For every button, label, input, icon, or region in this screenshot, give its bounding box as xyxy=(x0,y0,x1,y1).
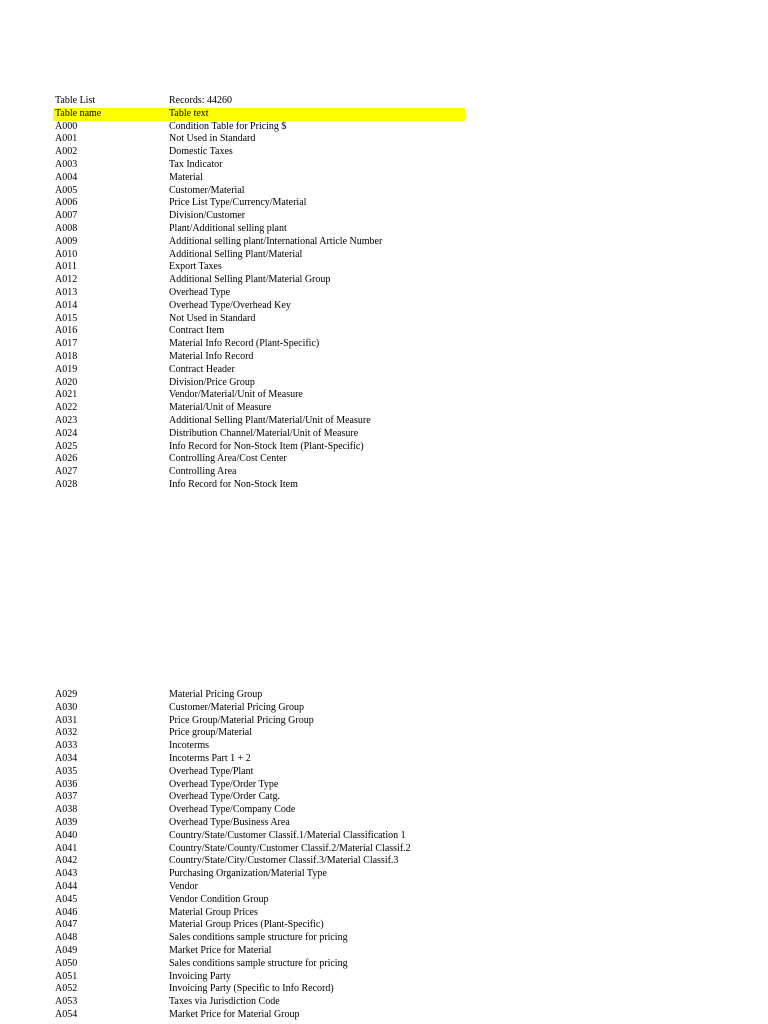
table-row xyxy=(53,415,465,428)
table-row xyxy=(53,907,465,920)
table-row xyxy=(53,843,465,856)
table-row xyxy=(53,804,465,817)
table-text-cell: Overhead Type/Order Catg. xyxy=(169,791,281,803)
table-name-cell: A017 xyxy=(55,338,78,350)
table-name-cell: A007 xyxy=(55,210,78,222)
table-text-cell: Additional Selling Plant/Material Group xyxy=(169,274,331,286)
table-name-cell: A044 xyxy=(55,880,78,892)
table-name-cell: A053 xyxy=(55,996,78,1008)
table-row xyxy=(53,766,465,779)
table-text-cell: Overhead Type/Company Code xyxy=(169,804,296,816)
table-name-cell: A018 xyxy=(55,350,78,362)
table-name-cell: A045 xyxy=(55,893,78,905)
table-name-cell: A035 xyxy=(55,765,78,777)
table-row xyxy=(53,146,465,159)
table-name-cell: A016 xyxy=(55,325,78,337)
table-name-cell: A032 xyxy=(55,727,78,739)
table-row xyxy=(53,249,465,262)
table-text-cell: Material Info Record xyxy=(169,350,254,362)
table-text-cell: Overhead Type/Order Type xyxy=(169,778,279,790)
table-name-cell: A039 xyxy=(55,816,78,828)
table-name-cell: A009 xyxy=(55,235,78,247)
table-row xyxy=(53,945,465,958)
table-name-cell: A034 xyxy=(55,752,78,764)
table-name-cell: A030 xyxy=(55,701,78,713)
table-text-cell: Overhead Type/Overhead Key xyxy=(169,299,291,311)
table-row xyxy=(53,715,465,728)
table-text-cell: Material Group Prices xyxy=(169,906,258,918)
table-name-cell: A051 xyxy=(55,970,78,982)
table-name-cell: A047 xyxy=(55,919,78,931)
table-name-cell: A037 xyxy=(55,791,78,803)
table-text-cell: Vendor xyxy=(169,880,198,892)
table-row xyxy=(53,791,465,804)
table-text-cell: Country/State/City/Customer Classif.3/Material Classif.3 xyxy=(169,855,399,867)
table-row xyxy=(53,932,465,945)
table-row xyxy=(53,894,465,907)
table-text-cell: Vendor Condition Group xyxy=(169,893,269,905)
table-row xyxy=(53,453,465,466)
table-text-cell: Sales conditions sample structure for pricing xyxy=(169,932,348,944)
table-row xyxy=(53,364,465,377)
table-text-cell: Not Used in Standard xyxy=(169,312,256,324)
table-rows-2 xyxy=(53,689,465,1022)
table-name-cell: A003 xyxy=(55,158,78,170)
table-name-cell: A015 xyxy=(55,312,78,324)
table-name-cell: A028 xyxy=(55,478,78,490)
table-text-cell: Incoterms xyxy=(169,740,209,752)
table-row xyxy=(53,210,465,223)
table-row xyxy=(53,868,465,881)
table-name-cell: A041 xyxy=(55,842,78,854)
table-name-cell: A050 xyxy=(55,957,78,969)
table-text-cell: Additional Selling Plant/Material/Unit of Measure xyxy=(169,414,371,426)
table-text-cell: Info Record for Non-Stock Item (Plant-Specific) xyxy=(169,440,364,452)
table-row xyxy=(53,428,465,441)
table-row xyxy=(53,855,465,868)
table-row xyxy=(53,727,465,740)
table-text-cell: Overhead Type xyxy=(169,286,231,298)
table-name-cell: A040 xyxy=(55,829,78,841)
table-row xyxy=(53,223,465,236)
table-row xyxy=(53,351,465,364)
table-name-cell: A049 xyxy=(55,944,78,956)
table-text-cell: Customer/Material xyxy=(169,184,245,196)
table-text-cell: Material/Unit of Measure xyxy=(169,402,272,414)
table-name-cell: A019 xyxy=(55,363,78,375)
table-row xyxy=(53,133,465,146)
table-name-cell: A033 xyxy=(55,740,78,752)
table-row xyxy=(53,325,465,338)
table-row xyxy=(53,185,465,198)
table-text-cell: Controlling Area xyxy=(169,466,237,478)
table-text-cell: Market Price for Material xyxy=(169,944,272,956)
table-text-cell: Additional Selling Plant/Material xyxy=(169,248,303,260)
table-text-cell: Distribution Channel/Material/Unit of Measure xyxy=(169,427,359,439)
table-name-cell: A022 xyxy=(55,402,78,414)
table-text-cell: Country/State/Customer Classif.1/Material Classification 1 xyxy=(169,829,406,841)
table-name-cell: A014 xyxy=(55,299,78,311)
table-row xyxy=(53,779,465,792)
table-text-cell: Contract Item xyxy=(169,325,225,337)
table-row xyxy=(53,1009,465,1022)
table-text-cell: Condition Table for Pricing $ xyxy=(169,120,287,132)
table-row xyxy=(53,702,465,715)
column-header-row xyxy=(53,108,465,121)
table-text-cell: Info Record for Non-Stock Item xyxy=(169,478,298,490)
table-text-cell: Material Info Record (Plant-Specific) xyxy=(169,338,320,350)
table-text-cell: Export Taxes xyxy=(169,261,222,273)
table-text-cell: Material Pricing Group xyxy=(169,689,263,700)
table-text-cell: Material xyxy=(169,171,203,183)
table-text-cell: Controlling Area/Cost Center xyxy=(169,453,287,465)
table-name-cell: A052 xyxy=(55,983,78,995)
title-row xyxy=(53,95,465,108)
table-name-cell: A010 xyxy=(55,248,78,260)
table-row xyxy=(53,740,465,753)
table-row xyxy=(53,121,465,134)
table-name-cell: A027 xyxy=(55,466,78,478)
table-text-cell: Customer/Material Pricing Group xyxy=(169,701,304,713)
column-header-table-text: Table text xyxy=(169,107,209,119)
table-row xyxy=(53,689,465,702)
table-row xyxy=(53,971,465,984)
table-name-cell: A021 xyxy=(55,389,78,401)
table-row xyxy=(53,919,465,932)
table-text-cell: Price Group/Material Pricing Group xyxy=(169,714,314,726)
table-name-cell: A002 xyxy=(55,146,78,158)
table-name-cell: A020 xyxy=(55,376,78,388)
table-row xyxy=(53,287,465,300)
table-name-cell: A013 xyxy=(55,286,78,298)
table-row xyxy=(53,958,465,971)
table-text-cell: Sales conditions sample structure for pricing xyxy=(169,957,348,969)
table-text-cell: Division/Customer xyxy=(169,210,246,222)
table-row xyxy=(53,197,465,210)
table-row xyxy=(53,313,465,326)
table-row xyxy=(53,236,465,249)
table-name-cell: A029 xyxy=(55,689,78,700)
table-text-cell: Domestic Taxes xyxy=(169,146,233,158)
table-row xyxy=(53,159,465,172)
table-text-cell: Country/State/County/Customer Classif.2/Material Classif.2 xyxy=(169,842,411,854)
table-text-cell: Invoicing Party (Specific to Info Record) xyxy=(169,983,334,995)
table-row xyxy=(53,753,465,766)
table-row xyxy=(53,338,465,351)
table-name-cell: A006 xyxy=(55,197,78,209)
table-name-cell: A046 xyxy=(55,906,78,918)
table-list-block-1 xyxy=(53,95,465,492)
table-name-cell: A048 xyxy=(55,932,78,944)
table-row xyxy=(53,996,465,1009)
table-row xyxy=(53,389,465,402)
table-text-cell: Overhead Type/Plant xyxy=(169,765,254,777)
table-text-cell: Plant/Additional selling plant xyxy=(169,222,287,234)
table-text-cell: Division/Price Group xyxy=(169,376,255,388)
table-name-cell: A025 xyxy=(55,440,78,452)
table-name-cell: A054 xyxy=(55,1008,78,1020)
table-text-cell: Overhead Type/Business Area xyxy=(169,816,290,828)
table-text-cell: Price List Type/Currency/Material xyxy=(169,197,307,209)
table-row xyxy=(53,402,465,415)
table-name-cell: A001 xyxy=(55,133,78,145)
table-list-title: Table List xyxy=(55,95,96,106)
table-text-cell: Vendor/Material/Unit of Measure xyxy=(169,389,303,401)
table-text-cell: Market Price for Material Group xyxy=(169,1008,300,1020)
table-text-cell: Contract Header xyxy=(169,363,235,375)
table-text-cell: Incoterms Part 1 + 2 xyxy=(169,752,251,764)
table-name-cell: A023 xyxy=(55,414,78,426)
table-row xyxy=(53,261,465,274)
table-rows-1 xyxy=(53,121,465,492)
table-name-cell: A036 xyxy=(55,778,78,790)
table-text-cell: Taxes via Jurisdiction Code xyxy=(169,996,280,1008)
column-header-table-name: Table name xyxy=(55,107,102,119)
table-list-block-2 xyxy=(53,689,465,1022)
table-text-cell: Invoicing Party xyxy=(169,970,231,982)
table-row xyxy=(53,479,465,492)
table-text-cell: Tax Indicator xyxy=(169,158,223,170)
table-name-cell: A008 xyxy=(55,222,78,234)
table-name-cell: A043 xyxy=(55,868,78,880)
table-name-cell: A024 xyxy=(55,427,78,439)
table-text-cell: Additional selling plant/International Article Number xyxy=(169,235,383,247)
table-text-cell: Price group/Material xyxy=(169,727,253,739)
table-row xyxy=(53,830,465,843)
table-name-cell: A042 xyxy=(55,855,78,867)
table-text-cell: Material Group Prices (Plant-Specific) xyxy=(169,919,324,931)
table-row xyxy=(53,274,465,287)
table-row xyxy=(53,300,465,313)
table-name-cell: A011 xyxy=(55,261,77,273)
table-name-cell: A005 xyxy=(55,184,78,196)
table-row xyxy=(53,817,465,830)
table-row xyxy=(53,881,465,894)
table-name-cell: A026 xyxy=(55,453,78,465)
table-name-cell: A038 xyxy=(55,804,78,816)
table-text-cell: Not Used in Standard xyxy=(169,133,256,145)
records-count: Records: 44260 xyxy=(169,95,233,106)
table-text-cell: Purchasing Organization/Material Type xyxy=(169,868,327,880)
table-name-cell: A012 xyxy=(55,274,78,286)
table-row xyxy=(53,441,465,454)
table-row xyxy=(53,377,465,390)
table-row xyxy=(53,983,465,996)
table-name-cell: A004 xyxy=(55,171,78,183)
table-row xyxy=(53,466,465,479)
table-row xyxy=(53,172,465,185)
table-name-cell: A031 xyxy=(55,714,78,726)
table-name-cell: A000 xyxy=(55,120,78,132)
